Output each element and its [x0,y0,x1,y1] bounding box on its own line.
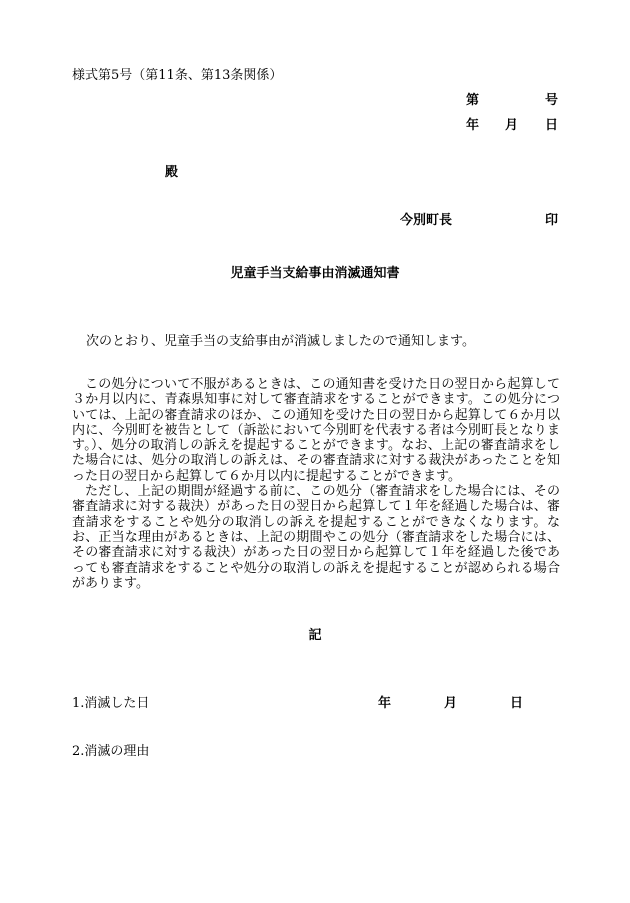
intro-text: 次のとおり、児童手当の支給事由が消滅しましたので通知します。 [86,334,475,349]
item2-label: 2.消滅の理由 [72,744,150,759]
doc-number-suffix: 号 [545,93,559,108]
item1-label: 1.消滅した日 [72,696,150,711]
seal-mark: 印 [545,213,559,228]
date-year: 年 [466,118,480,133]
issuer-name: 今別町長 [400,213,453,228]
ki-heading: 記 [308,628,322,643]
doc-number-prefix: 第 [466,93,480,108]
document-title: 児童手当支給事由消滅通知書 [230,266,400,281]
item1-month: 月 [444,696,458,711]
notice-block [72,377,560,591]
addressee-suffix: 殿 [165,165,179,180]
item1-year: 年 [378,696,392,711]
date-month: 月 [505,118,519,133]
date-day: 日 [545,118,559,133]
form-number: 様式第5号（第11条、第13条関係） [72,68,283,83]
notice-paragraph-2: ただし、上記の期間が経過する前に、この処分（審査請求をした場合には、その審査請求に対する裁決）があった日の翌日から起算して１年を経過した場合は、審査請求をすることや処分の取消しの訴えを提起することができなくなります。なお、正当な理由があるときは、上記の期間やこの処分（審査請求をした場合には、その審査請求に対する裁決）があった日の翌日から起算して１年を経過した後であっても審査請求をすることや処分の取消しの訴えを提起することが認められる場合があります。 [72,484,560,591]
item1-day: 日 [510,696,524,711]
notice-paragraph-1: この処分について不服があるときは、この通知書を受けた日の翌日から起算して３か月以内に、青森県知事に対して審査請求をすることができます。この処分については、上記の審査請求のほか、この通知を受けた日の翌日から起算して６か月以内に、今別町を被告として（訴訟において今別町を代表する者は今別町長となります。）、処分の取消しの訴えを提起することができます。なお、上記の審査請求をした場合には、処分の取消しの訴えは、その審査請求に対する裁決があったことを知った日の翌日から起算して６か月以内に提起することができます。 [72,377,560,484]
